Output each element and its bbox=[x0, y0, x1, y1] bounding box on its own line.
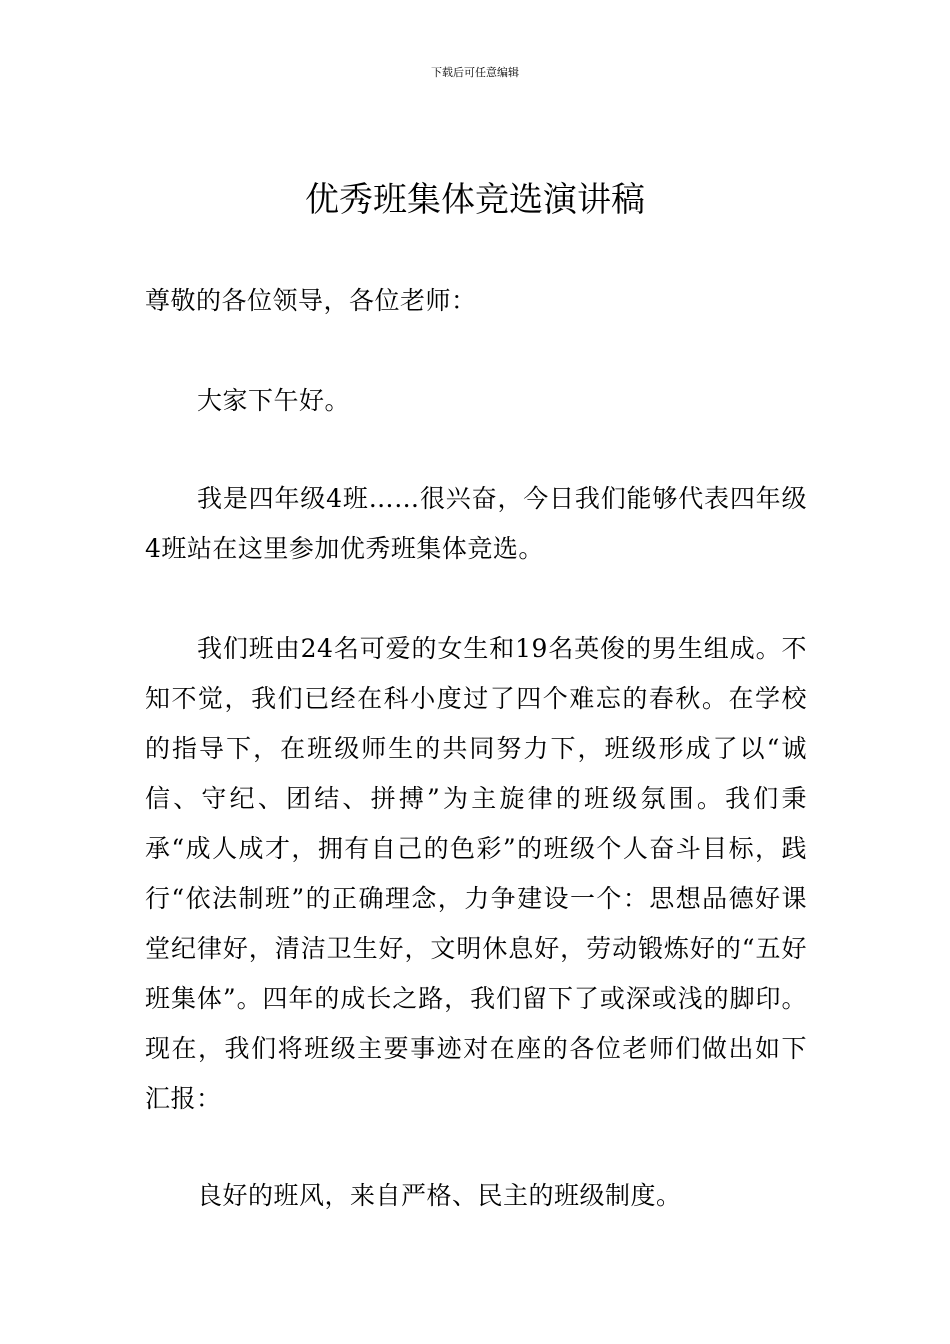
paragraph-class-system: 良好的班风，来自严格、民主的班级制度。 bbox=[197, 1181, 682, 1210]
document-title: 优秀班集体竞选演讲稿 bbox=[305, 180, 645, 220]
salutation: 尊敬的各位领导，各位老师： bbox=[145, 286, 477, 315]
page-header-note: 下载后可任意编辑 bbox=[431, 66, 519, 79]
paragraph-class-overview: 我们班由24名可爱的女生和19名英俊的男生组成。不知不觉，我们已经在科小度过了四个难忘的春秋。在学校的指导下，在班级师生的共同努力下，班级形成了以“诚信、守纪、团结、拼搏”为主旋律的班级氛围。我们秉承“成人成才，拥有自己的色彩”的班级个人奋斗目标，践行“依法制班”的正确理念，力争建设一个：思想品德好课堂纪律好，清洁卫生好，文明休息好，劳动锻炼好的“五好班集体”。四年的成长之路，我们留下了或深或浅的脚印。现在，我们将班级主要事迹对在座的各位老师们做出如下汇报： bbox=[145, 634, 807, 1113]
paragraph-introduction: 我是四年级4班……很兴奋，今日我们能够代表四年级4班站在这里参加优秀班集体竞选。 bbox=[145, 484, 807, 563]
paragraph-greeting: 大家下午好。 bbox=[197, 386, 351, 415]
